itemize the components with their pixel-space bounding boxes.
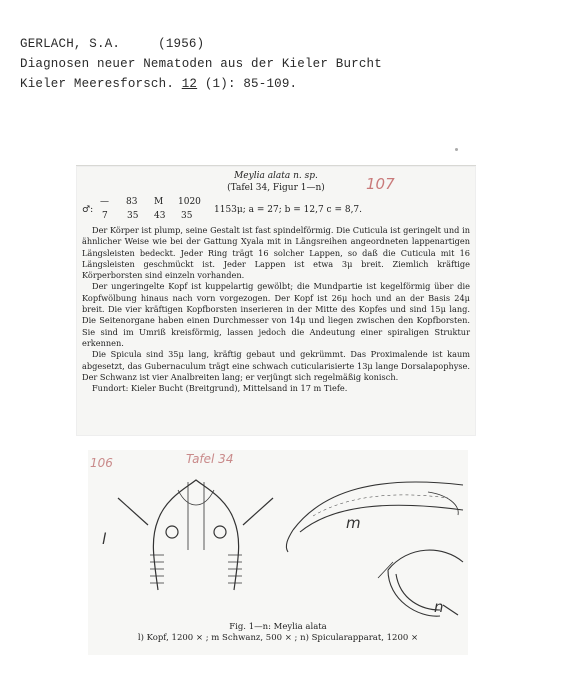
- author: GERLACH, S.A.: [20, 37, 121, 51]
- paragraph-body: Der Körper ist plump, seine Gestalt ist fast spindelförmig. Die Cuticula ist geringelt und in ähnlicher Weise wie bei der Gattung Xyala mit in Längsreihen angeordneten lappenartigen Längsleisten bedeckt. Jeder Ring trägt 16 solcher Lappen, so daß die Cuticula mit 16 Längsleisten geschmückt ist. Jeder Lappen ist etwa 3μ breit. Ziemlich kräftige Körperborsten sind einzeln vorhanden.: [82, 225, 470, 281]
- author-line: [20, 34, 382, 54]
- label-n: n: [434, 598, 444, 616]
- article-clipping: [76, 165, 476, 436]
- figure-plate: [88, 450, 468, 655]
- paragraph-head: Der ungeringelte Kopf ist kuppelartig gewölbt; die Mundpartie ist kegelförmig über die Kopfwölbung hinaus nach vorn vorgezogen. Der Kopf ist 26μ hoch und an der Basis 24μ breit. Die vier kräftigen Kopfborsten inserieren in der Mitte des Kopfes und sind 15μ lang. Die Seitenorgane haben einen Durchmesser von 14μ und liegen zwischen den Kopfborsten. Sie sind im Umriß kreisförmig, lassen jedoch die Andeutung einer spiraligen Struktur erkennen.: [82, 281, 470, 348]
- species-title: Meylia alata n. sp.: [234, 171, 318, 181]
- tail-drawing: [286, 482, 463, 552]
- spicule-drawing: [378, 550, 463, 616]
- handwritten-plate: Tafel 34: [186, 452, 234, 466]
- year: (1956): [158, 37, 205, 51]
- label-l: l: [102, 530, 107, 548]
- figure-caption: Fig. 1—n: Meylia alata l) Kopf, 1200 × ; m Schwanz, 500 × ; n) Spicularapparat, 1200 ×: [137, 622, 419, 643]
- head-drawing: [118, 480, 273, 590]
- measurement-formula: ♂: — 83 M 1020 7 35 43 35 1153μ; a = 27; b = 12,7 c = 8,7.: [82, 197, 363, 221]
- citation-header: [20, 34, 382, 94]
- handwritten-number: 107: [366, 175, 395, 193]
- paragraph-locality: Fundort: Kieler Bucht (Breitgrund), Mittelsand in 17 m Tiefe.: [92, 383, 348, 394]
- plate-reference: (Tafel 34, Figur 1—n) 107: [227, 175, 395, 193]
- description-text: [76, 225, 476, 394]
- journal-citation: Kieler Meeresforsch. 12 (1): 85-109.: [20, 77, 298, 91]
- paragraph-spicula: Die Spicula sind 35μ lang, kräftig gebaut und gekrümmt. Das Proximalende ist kaum abgesetzt, das Gubernaculum trägt eine schwach cuticularisierte 13μ lange Dorsalapophyse. Der Schwanz ist vier Analbreiten lang; er verjüngt sich regelmäßig konisch.: [82, 349, 470, 382]
- nematode-drawings: [88, 450, 468, 620]
- label-m: m: [346, 514, 361, 532]
- handwritten-number: 106: [90, 456, 113, 470]
- speck: [455, 148, 458, 151]
- article-title: Diagnosen neuer Nematoden aus der Kieler Burcht: [20, 57, 382, 71]
- volume: 12: [181, 77, 198, 91]
